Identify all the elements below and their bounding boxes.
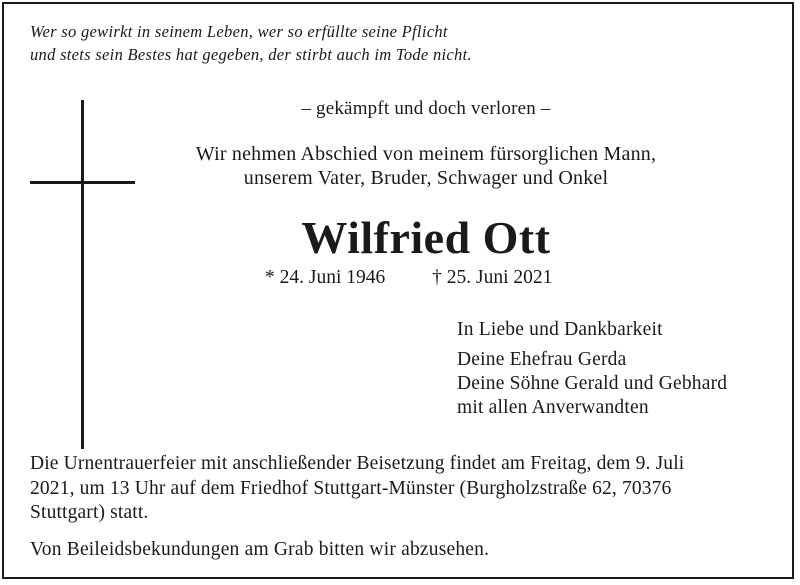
funeral-line-2: 2021, um 13 Uhr auf dem Friedhof Stuttgart-Münster (Burgholzstraße 62, 70376: [30, 477, 672, 499]
motto-verse: [30, 20, 472, 66]
closing-line: In Liebe und Dankbarkeit: [457, 319, 663, 340]
mourner-line: mit allen Anverwandten: [457, 397, 649, 418]
condolence-note: Von Beileidsbekundungen am Grab bitten wir abzusehen.: [30, 539, 490, 560]
birth-date: * 24. Juni 1946: [265, 267, 386, 288]
intro-text: [0, 142, 800, 190]
funeral-line-3: Stuttgart) statt.: [30, 502, 149, 523]
funeral-details: [30, 452, 780, 526]
subtitle: – gekämpft und doch verloren –: [301, 98, 551, 119]
deceased-name: Wilfried Ott: [301, 212, 551, 263]
funeral-line-1: Die Urnentrauerfeier mit anschließender Beisetzung findet am Freitag, dem 9. Juli: [30, 453, 685, 474]
mourner-line: Deine Söhne Gerald und Gebhard: [457, 373, 728, 394]
mourner-line: Deine Ehefrau Gerda: [457, 349, 627, 370]
intro-line-1: Wir nehmen Abschied von meinem fürsorglichen Mann,: [195, 143, 657, 165]
signoff: [457, 318, 727, 420]
life-dates: [265, 265, 552, 291]
motto-line-1: Wer so gewirkt in seinem Leben, wer so erfüllte seine Pflicht: [30, 22, 448, 41]
intro-line-2: unserem Vater, Bruder, Schwager und Onkel: [243, 167, 609, 189]
motto-line-2: und stets sein Bestes hat gegeben, der stirbt auch im Tode nicht.: [30, 45, 472, 64]
death-date: † 25. Juni 2021: [432, 267, 553, 288]
